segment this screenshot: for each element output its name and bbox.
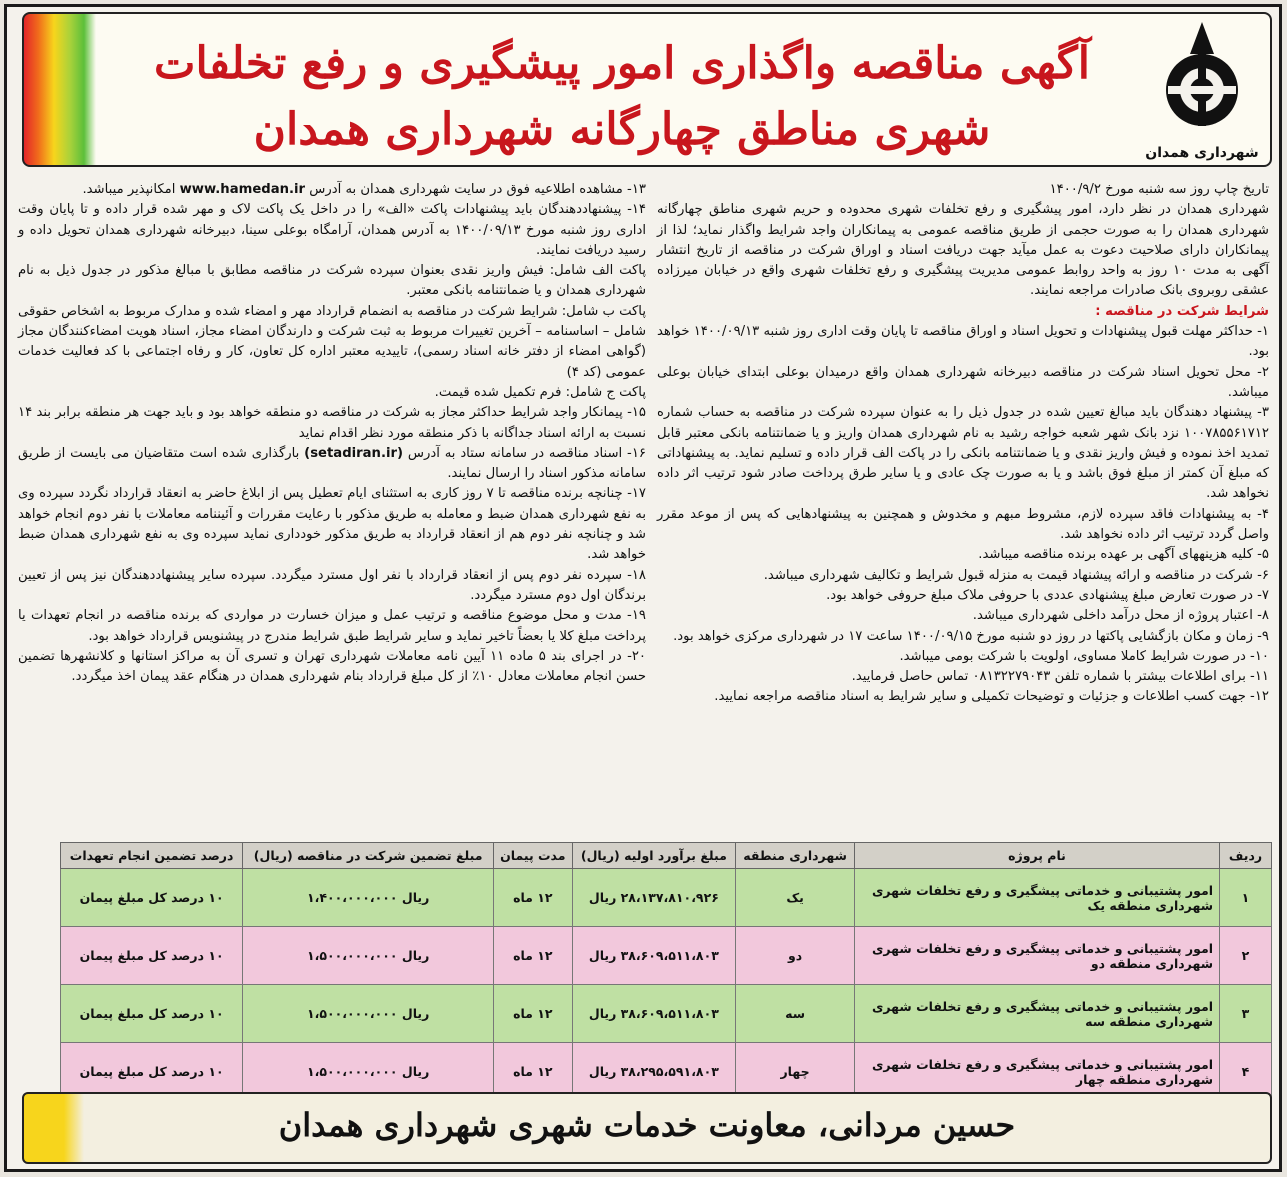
column-header: مبلغ تضمین شرکت در مناقصه (ریال) xyxy=(243,843,494,869)
project-name: امور پشتیبانی و خدماتی پیشگیری و رفع تخلفات شهری شهرداری منطقه سه xyxy=(855,985,1220,1043)
performance-percent: ۱۰ درصد کل مبلغ پیمان xyxy=(61,869,243,927)
estimate: ۳۸،۶۰۹،۵۱۱،۸۰۳ ریال xyxy=(572,985,736,1043)
performance-percent: ۱۰ درصد کل مبلغ پیمان xyxy=(61,985,243,1043)
condition-item: ۴- به پیشنهادات فاقد سپرده لازم، مشروط مبهم و مخدوش و همچنین به پیشنهادهایی که پس از موعد مقرر واصل گردد ترتیب اثر داده نخواهد شد. xyxy=(657,506,1269,543)
ad-title-line-1: آگهی مناقصه واگذاری امور پیشگیری و رفع تخلفات xyxy=(154,38,1090,89)
guarantee: ریال ۱،۵۰۰،۰۰۰،۰۰۰ xyxy=(243,1043,494,1101)
zone: دو xyxy=(736,927,855,985)
duration: ۱۲ ماه xyxy=(494,869,573,927)
table-header-row xyxy=(61,843,1272,869)
row-number: ۳ xyxy=(1220,985,1272,1043)
hamedan-municipality-emblem-icon xyxy=(1154,20,1250,130)
municipality-logo xyxy=(1140,18,1264,163)
condition-item-15: ۱۵- پیمانکار واجد شرایط حداکثر مجاز به شرکت در مناقصه دو منطقه خواهد بود و باید جهت هر منطقه برابر بند ۱۴ نسبت به ارائه اسناد جداگانه با ذکر منطقه مورد نظر اقدام نماید xyxy=(18,405,646,441)
column-header: ردیف xyxy=(1220,843,1272,869)
project-name: امور پشتیبانی و خدماتی پیشگیری و رفع تخلفات شهری شهرداری منطقه چهار xyxy=(855,1043,1220,1101)
row-number: ۲ xyxy=(1220,927,1272,985)
condition-item: ۶- شرکت در مناقصه و ارائه پیشنهاد قیمت به منزله قبول شرایط و تکالیف شهرداری میباشد. xyxy=(763,567,1269,583)
estimate: ۲۸،۱۳۷،۸۱۰،۹۲۶ ریال xyxy=(572,869,736,927)
website-link[interactable]: www.hamedan.ir xyxy=(179,182,306,197)
table-row xyxy=(61,985,1272,1043)
duration: ۱۲ ماه xyxy=(494,985,573,1043)
project-name: امور پشتیبانی و خدماتی پیشگیری و رفع تخلفات شهری شهرداری منطقه دو xyxy=(855,927,1220,985)
duration: ۱۲ ماه xyxy=(494,927,573,985)
right-text-column xyxy=(657,180,1269,708)
performance-percent: ۱۰ درصد کل مبلغ پیمان xyxy=(61,1043,243,1101)
condition-item: ۱۲- جهت کسب اطلاعات و جزئیات و توضیحات تکمیلی و سایر شرایط به اسناد مناقصه مراجعه نمایید. xyxy=(714,689,1269,705)
condition-item-16 xyxy=(18,444,646,485)
item16-text: ۱۶- اسناد مناقصه در سامانه ستاد به آدرس xyxy=(407,445,646,461)
duration: ۱۲ ماه xyxy=(494,1043,573,1101)
condition-item: ۷- در صورت تعارض مبلغ پیشنهادی عددی با حروفی ملاک مبلغ حروفی خواهد بود. xyxy=(826,587,1269,603)
pack-a: پاکت الف شامل: فیش واریز نقدی بعنوان سپرده شرکت در مناقصه مطابق با مبالغ مذکور در جدول ذیل به نام شهرداری همدان و یا ضمانتنامه بانکی معتبر. xyxy=(18,263,646,299)
condition-item: ۱۱- برای اطلاعات بیشتر با شماره تلفن ۰۸۱۳۲۲۷۹۰۴۳ تماس حاصل فرمایید. xyxy=(851,669,1269,685)
condition-item-20: ۲۰- در اجرای بند ۵ ماده ۱۱ آیین نامه معاملات شهرداری تهران و تسری آن به مراکز استانها و کلانشهرها تضمین حسن انجام معاملات معادل ۱۰٪ از کل مبلغ قرارداد بنام شهرداری همدان در هنگام عقد پیمان اخذ میگردد. xyxy=(18,648,646,685)
column-header: درصد تضمین انجام تعهدات xyxy=(61,843,243,869)
guarantee: ریال ۱،۵۰۰،۰۰۰،۰۰۰ xyxy=(243,927,494,985)
column-header: شهرداری منطقه xyxy=(736,843,855,869)
row-number: ۴ xyxy=(1220,1043,1272,1101)
pack-c: پاکت ج شامل: فرم تکمیل شده قیمت. xyxy=(434,384,646,400)
condition-item-19: ۱۹- مدت و محل موضوع مناقصه و ترتیب عمل و میزان خسارت در مواردی که برنده مناقصه در انجام تعهدات یا پرداخت مبلغ کلا یا بعضاً تاخیر نماید و سایر شرایط طبق شرایط مندرج در پیشنویس قرارداد خواهد بود. xyxy=(18,608,646,644)
left-text-column xyxy=(18,180,646,687)
condition-item: ۲- محل تحویل اسناد شرکت در مناقصه دبیرخانه شهرداری همدان واقع درمیدان بوعلی ابتدای خیابان بوعلی میباشد. xyxy=(657,364,1269,400)
condition-item: ۱- حداکثر مهلت قبول پیشنهادات و تحویل اسناد و اوراق مناقصه تا پایان وقت اداری روز شنبه ۱۴۰۰/۰۹/۱۳ خواهد بود. xyxy=(657,324,1269,360)
signature-text: حسین مردانی، معاونت خدمات شهری شهرداری همدان xyxy=(278,1106,1016,1144)
tender-table xyxy=(60,842,1272,1101)
ad-header xyxy=(22,12,1272,167)
ad-title-line-2: شهری مناطق چهارگانه شهرداری همدان xyxy=(253,104,991,155)
condition-item-18: ۱۸- سپرده نفر دوم پس از انعقاد قرارداد با نفر اول مسترد میگردد. سپرده سایر پیشنهاددهندگان نیز پس از تعیین برندگان اول دوم مسترد میگردد. xyxy=(18,567,646,603)
estimate: ۳۸،۲۹۵،۵۹۱،۸۰۳ ریال xyxy=(572,1043,736,1101)
performance-percent: ۱۰ درصد کل مبلغ پیمان xyxy=(61,927,243,985)
conditions-heading: شرایط شرکت در مناقصه : xyxy=(1095,303,1269,319)
item13-text-end: امکانپذیر میباشد. xyxy=(82,182,176,197)
signature-banner xyxy=(22,1092,1272,1164)
item13-text: ۱۳- مشاهده اطلاعیه فوق در سایت شهرداری همدان به آدرس xyxy=(309,182,646,197)
zone: چهار xyxy=(736,1043,855,1101)
project-name: امور پشتیبانی و خدماتی پیشگیری و رفع تخلفات شهری شهرداری منطقه یک xyxy=(855,869,1220,927)
column-header: نام پروژه xyxy=(855,843,1220,869)
column-header: مبلغ برآورد اولیه (ریال) xyxy=(572,843,736,869)
condition-item: ۸- اعتبار پروژه از محل درآمد داخلی شهرداری میباشد. xyxy=(972,608,1269,624)
zone: سه xyxy=(736,985,855,1043)
setad-link[interactable]: (setadiran.ir) xyxy=(304,445,404,461)
condition-item-14: ۱۴- پیشنهاددهندگان باید پیشنهادات پاکت «الف» را در داخل یک پاکت لاک و مهر شده قرار داده و تا پایان وقت اداری روز شنبه مورخ ۱۴۰۰/۰۹/۱۳ به آدرس همدان، آرامگاه بوعلی سینا، دبیرخانه شهرداری همدان تحویل داده و رسید دریافت نمایند. xyxy=(18,202,646,258)
zone: یک xyxy=(736,869,855,927)
estimate: ۳۸،۶۰۹،۵۱۱،۸۰۳ ریال xyxy=(572,927,736,985)
condition-item: ۱۰- در صورت شرایط کاملا مساوی، اولویت با شرکت بومی میباشد. xyxy=(899,648,1269,664)
print-date: تاریخ چاپ روز سه شنبه مورخ ۱۴۰۰/۹/۲ xyxy=(1049,182,1269,197)
item16-text-end: بارگذاری شده است متقاضیان می بایست از طریق سامانه مذکور اسناد را ارسال نمایند. xyxy=(18,445,646,482)
column-header: مدت پیمان xyxy=(494,843,573,869)
condition-item: ۹- زمان و مکان بازگشایی پاکتها در روز دو شنبه مورخ ۱۴۰۰/۰۹/۱۵ ساعت ۱۷ در شهرداری مرکزی خواهد بود. xyxy=(673,628,1269,644)
condition-item: ۳- پیشنهاد دهندگان باید مبالغ تعیین شده در جدول ذیل را به عنوان سپرده شرکت در مناقصه به حساب شماره ۱۰۰۷۸۵۵۶۱۷۱۲ نزد بانک شهر شعبه خواجه رشید به نام شهرداری همدان واریز و یا ضمانتنامه بانکی معتبر قابل تمدید اخذ نموده و فیش واریز نقدی و یا ضمانتنامه بانکی را در پاکت الف قرار داده و تسلیم نماید. به پیشنهاداتی که مبلغ آن کمتر از مبلغ فوق باشد و یا به صورت چک عادی و یا سایر طرق پرداخت صادر شود ترتیب اثر داده نخواهد شد. xyxy=(657,405,1269,502)
condition-item-13 xyxy=(18,180,646,200)
row-number: ۱ xyxy=(1220,869,1272,927)
table-row xyxy=(61,869,1272,927)
guarantee: ریال ۱،۵۰۰،۰۰۰،۰۰۰ xyxy=(243,985,494,1043)
condition-item-17: ۱۷- چنانچه برنده مناقصه تا ۷ روز کاری به استثنای ایام تعطیل پس از ابلاغ حاضر به انعقاد قرارداد نگردد سپرده وی به نفع شهرداری همدان ضبط و معامله به طریق مذکور با رعایت مقررات و آئیننامه معاملات با نفر دوم انجام خواهد شد و چنانچه نفر دوم هم از انعقاد قرارداد به طریق مذکور خودداری نماید سپرده وی به نفع شهرداری همدان ضبط خواهد شد. xyxy=(18,486,646,563)
logo-caption: شهرداری همدان xyxy=(1145,145,1259,161)
table-row xyxy=(61,927,1272,985)
pack-b: پاکت ب شامل: شرایط شرکت در مناقصه به انضمام قرارداد مهر و امضاء شده و مدارک مربوط به اشخاص حقوقی شامل – اساسنامه – آخرین تغییرات مربوط به ثبت شرکت و دارندگان امضاء مجاز، اسناد هویت امضاءکنندگان مجاز (گواهی امضاء از دفتر خانه اسناد رسمی)، تاییدیه معتبر اداره کل تعاون، کار و رفاه اجتماعی با کد فعالیت خدمات عمومی (کد ۴) xyxy=(18,303,646,380)
intro-paragraph: شهرداری همدان در نظر دارد، امور پیشگیری و رفع تخلفات شهری محدوده و حریم شهری مناطق چهارگانه شهرداری همدان را به صورت حجمی از طریق مناقصه عمومی به پیمانکاران واجد شرایط واگذار نماید؛ لذا از پیمانکاران دارای صلاحیت دعوت به عمل میآید جهت دریافت اسناد و اوراق شرکت در مناقصه از تاریخ انتشار آگهی به مدت ۱۰ روز به واحد روابط عمومی مدیریت پیشگیری و رفع تخلفات شهری واقع در خیابان میرزاده عشقی روبروی بانک صادرات مراجعه نمایند. xyxy=(657,202,1269,299)
condition-item: ۵- کلیه هزینههای آگهی بر عهده برنده مناقصه میباشد. xyxy=(978,547,1269,563)
guarantee: ریال ۱،۴۰۰،۰۰۰،۰۰۰ xyxy=(243,869,494,927)
